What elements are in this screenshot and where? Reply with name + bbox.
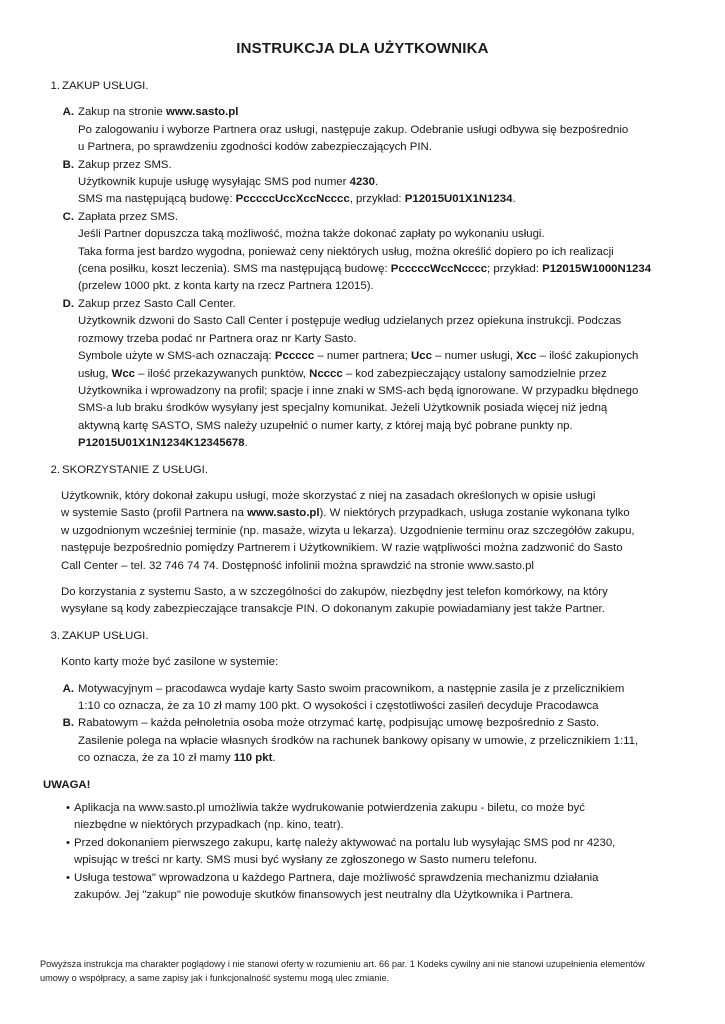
website-link-text: www.sasto.pl <box>166 106 239 119</box>
text-span: – numer usługi, <box>431 350 517 363</box>
website-link-text: www.sasto.pl <box>247 507 320 520</box>
section-1-item-c <box>40 209 690 296</box>
text-line: Użytkownik, który dokonał zakupu usługi, może skorzystać z niej na zasadach określonych w opisie usługi <box>61 489 596 502</box>
text-line: Zasilenie polega na wpłacie własnych środków na rachunek bankowy opisany w umowie, z przelicznikiem 1:11, <box>78 734 639 747</box>
section-2-heading <box>40 462 690 479</box>
text-line: SMS-a lub braku środków wysyłany jest specjalny komunikat. Jeżeli Użytkownik posiada więcej niż jedną <box>78 402 608 415</box>
text-line: Do korzystania z systemu Sasto, a w szczególności do zakupów, niezbędny jest telefon komórkowy, na który <box>61 585 608 598</box>
text-span: . <box>512 193 516 206</box>
item-body <box>74 104 690 156</box>
section-heading: ZAKUP USŁUGI. <box>62 80 149 92</box>
points-value: 110 pkt <box>233 752 273 765</box>
text-line <box>78 174 690 191</box>
text-line: Użytkownika i wprowadzony na profil; spacje i inne znaki w SMS-ach będą ignorowane. W przypadku błędnego <box>78 384 639 397</box>
text-line: Po zalogowaniu i wyborze Partnera oraz usługi, następuje zakup. Odebranie usługi odbywa się bezpośrednio <box>78 123 629 136</box>
section-1-item-a <box>40 104 690 156</box>
text-line: 1:10 co oznacza, że za 10 zł mamy 100 pkt. O wysokości i częstotliwości zasileń decyduje Pracodawca <box>78 700 599 712</box>
text-span: – ilość zakupionych <box>536 350 639 363</box>
text-span: (cena posiłku, koszt leczenia). SMS ma następującą budowę: <box>78 263 391 276</box>
item-body <box>74 715 690 767</box>
footer-line: Powyższa instrukcja ma charakter poglądowy i nie stanowi oferty w rozumieniu art. 66 par. 1 Kodeks cywilny ani nie stanowi uzupełnienia elementów <box>40 959 645 969</box>
bullet-icon: • <box>66 871 70 884</box>
item-body <box>74 209 690 296</box>
text-span: – ilość przekazywanych punktów, <box>134 367 310 380</box>
item-body <box>74 681 690 716</box>
section-3-item-a <box>40 681 690 716</box>
symbol: Ncccc <box>309 367 343 380</box>
text-line: Konto karty może być zasilone w systemie: <box>61 656 279 669</box>
item-letter: B. <box>62 717 74 730</box>
list-item-text <box>74 800 690 835</box>
text-line: Call Center – tel. 32 746 74 74. Dostępność infolinii można sprawdzić na stronie www.sasto.pl <box>61 559 534 572</box>
item-letter: A. <box>62 682 74 695</box>
bullet-icon: • <box>66 802 70 815</box>
text-line: niezbędne w niektórych przypadkach (np. kino, teatr). <box>74 819 344 832</box>
item-body <box>74 157 690 209</box>
sms-format: PcccccWccNcccc <box>390 263 488 276</box>
symbol: Xcc <box>516 350 537 363</box>
warning-list <box>40 800 690 904</box>
text-line: Taka forma jest bardzo wygodna, ponieważ ceny niektórych usług, można określić dopiero po ich realizacji <box>78 245 614 258</box>
section-3-heading <box>40 628 690 645</box>
text-span: Użytkownik kupuje usługę wysyłając SMS pod numer <box>78 176 350 189</box>
text-span: – numer partnera; <box>314 350 412 363</box>
text-span: ). W niektórych przypadkach, usługa zostanie wykonana tylko <box>319 507 630 520</box>
text-span: Zakup na stronie <box>78 106 167 119</box>
section-2-paragraph-1 <box>40 488 690 575</box>
text-line <box>61 505 690 522</box>
text-line: Przed dokonaniem pierwszego zakupu, kartę należy aktywować na portalu lub wysyłając SMS pod nr 4230, <box>74 836 616 849</box>
symbol: Pccccc <box>274 350 315 363</box>
symbol: Ucc <box>411 350 432 363</box>
item-letter: A. <box>62 106 74 119</box>
text-span: ; przykład: <box>487 263 543 276</box>
text-span: Symbole użyte w SMS-ach oznaczają: <box>78 350 275 363</box>
section-3-item-b <box>40 715 690 767</box>
text-line: Usługa testowa" wprowadzona u każdego Partnera, daje możliwość sprawdzenia mechanizmu działania <box>74 871 599 884</box>
text-span: usług, <box>78 367 112 380</box>
text-line: aktywną kartę SASTO, SMS należy uzupełnić o numer karty, z której mają być pobrane punkty np. <box>78 419 573 432</box>
text-line: wysyłane są kody zabezpieczające transakcje PIN. O dokonanym zakupie powiadamiany jest także Partner. <box>61 603 605 616</box>
text-line: wpisując w treści nr karty. SMS musi być wysłany ze zgłoszonego w Sasto numeru telefonu. <box>74 854 538 867</box>
text-line <box>78 366 690 383</box>
text-span: w systemie Sasto (profil Partnera na <box>61 507 248 520</box>
section-1-item-b <box>40 157 690 209</box>
footer-disclaimer <box>40 957 690 985</box>
text-line <box>78 104 690 121</box>
text-line: Użytkownik dzwoni do Sasto Call Center i postępuje według udzielanych przez opiekuna instrukcji. Podczas <box>78 315 622 328</box>
symbol: Wcc <box>111 367 135 380</box>
warning-heading: UWAGA! <box>43 778 91 791</box>
section-heading: SKORZYSTANIE Z USŁUGI. <box>62 463 208 476</box>
section-1-heading <box>40 78 690 95</box>
item-letter: D. <box>62 297 74 310</box>
sms-example: P12015U01X1N1234 <box>404 193 513 206</box>
text-line: Aplikacja na www.sasto.pl umożliwia także wydrukowanie potwierdzenia zakupu - biletu, co może być <box>74 802 585 815</box>
list-item-text <box>74 870 690 905</box>
section-3-intro <box>40 654 690 671</box>
sms-format: PcccccUccXccNcccc <box>235 193 350 206</box>
text-line: rozmowy trzeba podać nr Partnera oraz nr Karty Sasto. <box>78 332 357 345</box>
sms-example: P12015W1000N1234 <box>542 263 652 276</box>
text-span: . <box>244 437 248 450</box>
footer-line: umowy o współpracy, a same zapisy jak i funkcjonalność systemu mogą ulec zmianie. <box>40 973 390 983</box>
bullet-icon: • <box>66 836 70 849</box>
text-line: Zakup przez SMS. <box>78 158 172 171</box>
text-span: – kod zabezpieczający ustalony samodzielnie przez <box>342 367 607 380</box>
text-line: u Partnera, po sprawdzeniu zgodności kodów zabezpieczających PIN. <box>78 141 432 154</box>
section-heading: ZAKUP USŁUGI. <box>62 629 149 642</box>
text-line <box>78 750 690 767</box>
sms-example: P12015U01X1N1234K12345678 <box>78 437 245 450</box>
text-line <box>78 261 690 278</box>
section-2-paragraph-2 <box>40 584 690 619</box>
text-line: zakupów. Jej "zakup" nie powoduje skutków finansowych jest neutralny dla Użytkownika i Partnera. <box>74 889 574 902</box>
text-line <box>78 435 690 452</box>
page-title: INSTRUKCJA DLA UŻYTKOWNIKA <box>236 40 489 57</box>
sms-number: 4230 <box>349 176 375 189</box>
text-line: (przelew 1000 pkt. z konta karty na rzecz Partnera 12015). <box>78 280 374 293</box>
text-span: co oznacza, że za 10 zł mamy <box>78 752 234 765</box>
section-number: 1. <box>50 80 60 92</box>
section-1-item-d <box>40 296 690 453</box>
list-item-text <box>74 835 690 870</box>
text-line <box>78 348 690 365</box>
text-span: . <box>272 752 276 765</box>
item-letter: C. <box>62 210 74 223</box>
text-line: Jeśli Partner dopuszcza taką możliwość, można także dokonać zapłaty po wykonaniu usługi. <box>78 228 545 241</box>
text-span: SMS ma następującą budowę: <box>78 193 236 206</box>
text-line: Motywacyjnym – pracodawca wydaje karty Sasto swoim pracownikom, a następnie zasila je z przelicznikiem <box>78 682 625 695</box>
list-item <box>40 870 690 905</box>
section-number: 2. <box>50 463 60 476</box>
text-line <box>78 191 690 208</box>
text-line: następuje bezpośrednio pomiędzy Partnerem i Użytkownikiem. W razie wątpliwości można zadzwonić do Sasto <box>61 542 623 555</box>
item-letter: B. <box>62 158 74 171</box>
list-item <box>40 800 690 835</box>
text-span: , przykład: <box>349 193 405 206</box>
text-span: . <box>374 176 379 189</box>
text-line: Zapłata przez SMS. <box>78 210 179 223</box>
list-item <box>40 835 690 870</box>
document-body <box>40 78 690 904</box>
item-body <box>74 296 690 453</box>
text-line: Rabatowym – każda pełnoletnia osoba może otrzymać kartę, podpisując umowę bezpośrednio z Sasto. <box>78 717 600 730</box>
text-line: Zakup przez Sasto Call Center. <box>78 297 236 310</box>
text-line: w uzgodnionym wcześniej terminie (np. masaże, wizyta u lekarza). Uzgodnienie terminu oraz szczegółów zakupu, <box>61 524 635 537</box>
section-number: 3. <box>50 629 60 642</box>
